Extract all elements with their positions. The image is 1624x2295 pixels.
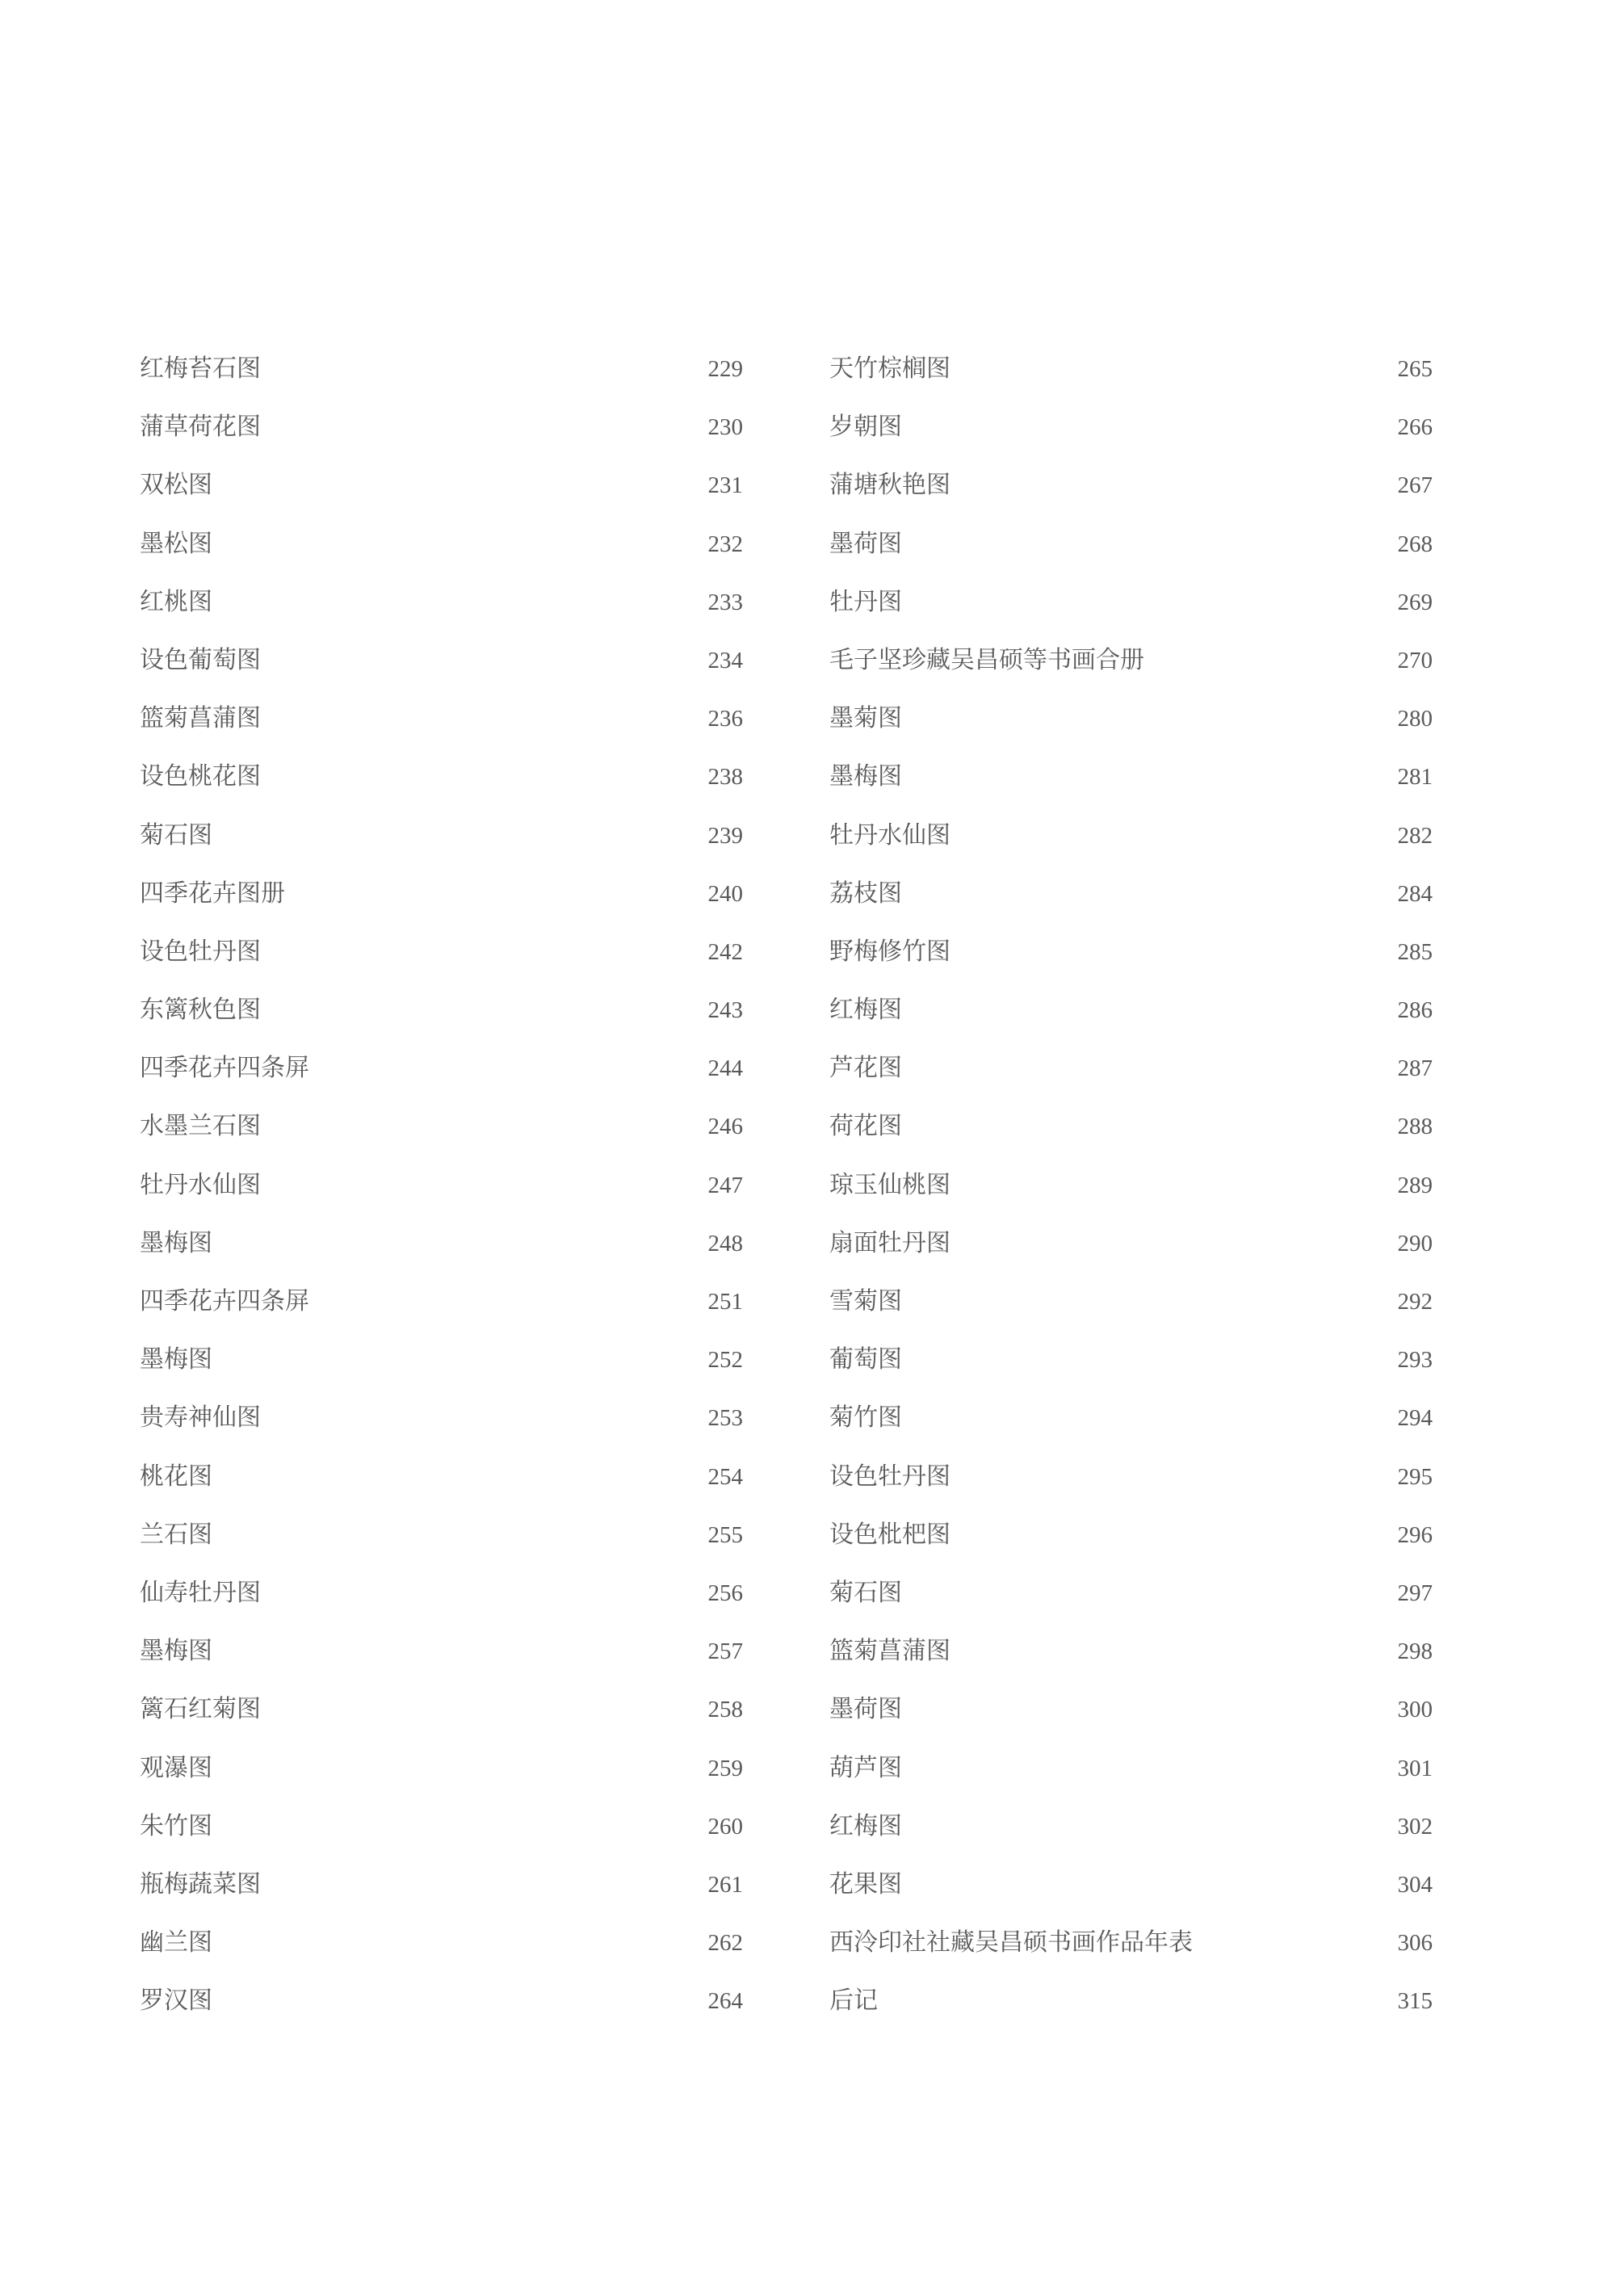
toc-entry[interactable] [140,813,743,871]
toc-entry-title: 罗汉图 [140,1987,212,2016]
toc-entry-title: 菊竹图 [829,1403,902,1433]
toc-entry-title: 朱竹图 [140,1811,212,1840]
toc-entry-page-number: 258 [707,1697,743,1723]
toc-entry-title: 菊石图 [140,820,212,850]
toc-entry-title: 荔枝图 [829,879,902,908]
toc-entry-title: 牡丹图 [829,587,902,616]
toc-entry-title: 瓶梅蔬菜图 [140,1869,261,1899]
toc-entry[interactable] [829,813,1433,871]
toc-entry[interactable] [140,1687,743,1745]
toc-entry[interactable] [140,1163,743,1221]
toc-entry-title: 红梅苔石图 [140,355,261,383]
toc-entry-page-number: 296 [1397,1521,1433,1548]
toc-entry-title: 牡丹水仙图 [140,1170,261,1199]
toc-entry[interactable] [140,346,743,405]
toc-entry-page-number: 254 [707,1463,743,1490]
toc-entry-title: 墨荷图 [829,1695,902,1724]
toc-entry[interactable] [140,754,743,812]
toc-entry-page-number: 281 [1397,764,1433,791]
toc-entry-title: 雪菊图 [829,1287,902,1315]
toc-entry[interactable] [829,1862,1433,1920]
toc-entry-page-number: 270 [1397,647,1433,673]
toc-entry-title: 红梅图 [829,996,902,1025]
toc-entry-title: 四季花卉图册 [140,879,285,908]
toc-entry-title: 篱石红菊图 [140,1695,261,1724]
toc-entry[interactable] [829,1163,1433,1221]
toc-entry-page-number: 306 [1397,1930,1433,1957]
toc-entry-title: 水墨兰石图 [140,1112,261,1141]
toc-entry-page-number: 238 [707,764,743,791]
toc-entry[interactable] [140,696,743,754]
toc-entry[interactable] [829,929,1433,988]
toc-entry[interactable] [829,1629,1433,1687]
toc-entry[interactable] [829,638,1433,696]
toc-entry-page-number: 233 [707,589,743,615]
toc-entry-title: 设色牡丹图 [829,1462,950,1491]
toc-entry-page-number: 285 [1397,938,1433,965]
toc-entry-page-number: 315 [1397,1988,1433,2015]
toc-entry-title: 毛子坚珍藏吴昌硕等书画合册 [829,645,1144,674]
toc-entry[interactable] [140,1513,743,1571]
toc-entry-page-number: 293 [1397,1347,1433,1374]
toc-entry[interactable] [829,1104,1433,1162]
toc-entry-page-number: 259 [707,1755,743,1781]
toc-entry[interactable] [140,522,743,580]
toc-entry-title: 仙寿牡丹图 [140,1578,261,1607]
toc-entry-page-number: 255 [707,1521,743,1548]
toc-entry-page-number: 236 [707,706,743,732]
toc-entry-page-number: 251 [707,1289,743,1315]
toc-entry-title: 桃花图 [140,1462,212,1491]
toc-entry-page-number: 265 [1397,356,1433,382]
toc-entry[interactable] [829,696,1433,754]
toc-entry[interactable] [829,1804,1433,1862]
toc-entry-title: 墨菊图 [829,704,902,733]
toc-entry-title: 后记 [829,1987,878,2016]
toc-entry-page-number: 232 [707,531,743,557]
toc-entry[interactable] [829,1687,1433,1745]
toc-entry-title: 琼玉仙桃图 [829,1170,950,1199]
toc-entry-title: 红梅图 [829,1811,902,1840]
toc-entry[interactable] [829,522,1433,580]
toc-entry-page-number: 253 [707,1405,743,1432]
toc-entry-page-number: 298 [1397,1638,1433,1665]
toc-column-left [140,346,743,2037]
toc-entry-page-number: 287 [1397,1055,1433,1082]
toc-entry[interactable] [829,1454,1433,1513]
toc-entry[interactable] [140,1920,743,1978]
toc-entry[interactable] [829,1920,1433,1978]
toc-entry[interactable] [140,1221,743,1279]
toc-entry[interactable] [829,405,1433,463]
toc-entry-page-number: 289 [1397,1172,1433,1198]
toc-entry-title: 荷花图 [829,1112,902,1141]
toc-entry[interactable] [140,1104,743,1162]
toc-entry-title: 野梅修竹图 [829,937,950,966]
toc-entry-page-number: 284 [1397,880,1433,907]
toc-entry-title: 墨梅图 [140,1637,212,1666]
toc-entry-page-number: 230 [707,414,743,441]
toc-entry[interactable] [140,1046,743,1104]
toc-entry[interactable] [140,1746,743,1804]
toc-entry-page-number: 264 [707,1988,743,2015]
toc-entry-title: 设色枇杷图 [829,1520,950,1549]
toc-entry-page-number: 295 [1397,1463,1433,1490]
toc-entry[interactable] [829,754,1433,812]
toc-entry-page-number: 246 [707,1114,743,1140]
toc-entry[interactable] [829,580,1433,638]
toc-entry[interactable] [140,1571,743,1629]
toc-entry-title: 红桃图 [140,587,212,616]
toc-entry-title: 墨荷图 [829,529,902,558]
toc-entry[interactable] [140,638,743,696]
toc-entry-page-number: 286 [1397,997,1433,1024]
toc-entry-title: 设色牡丹图 [140,937,261,966]
toc-entry[interactable] [829,1746,1433,1804]
toc-entry[interactable] [829,1571,1433,1629]
toc-entry-title: 贵寿神仙图 [140,1403,261,1433]
toc-entry-page-number: 282 [1397,822,1433,849]
toc-entry-page-number: 239 [707,822,743,849]
toc-entry[interactable] [140,929,743,988]
toc-entry-title: 花果图 [829,1869,902,1899]
toc-column-right [829,346,1433,2037]
toc-entry-title: 岁朝图 [829,413,902,442]
toc-entry-title: 扇面牡丹图 [829,1228,950,1257]
toc-entry-title: 葡萄图 [829,1345,902,1374]
toc-entry-page-number: 300 [1397,1697,1433,1723]
toc-entry-page-number: 288 [1397,1114,1433,1140]
toc-entry-title: 葫芦图 [829,1753,902,1782]
toc-entry[interactable] [140,1395,743,1454]
toc-entry-title: 墨梅图 [140,1345,212,1374]
toc-entry[interactable] [140,1978,743,2037]
toc-entry-title: 双松图 [140,471,212,500]
toc-entry-page-number: 229 [707,356,743,382]
toc-entry-title: 蒲塘秋艳图 [829,471,950,500]
toc-entry-page-number: 304 [1397,1871,1433,1898]
toc-entry[interactable] [829,463,1433,521]
toc-entry[interactable] [140,405,743,463]
toc-entry-page-number: 256 [707,1580,743,1606]
toc-entry-page-number: 257 [707,1638,743,1665]
toc-entry[interactable] [829,1046,1433,1104]
toc-entry[interactable] [140,463,743,521]
toc-entry[interactable] [140,1337,743,1395]
toc-entry-page-number: 247 [707,1172,743,1198]
toc-entry[interactable] [829,1279,1433,1337]
toc-entry-page-number: 243 [707,997,743,1024]
toc-entry-page-number: 244 [707,1055,743,1082]
toc-entry-page-number: 266 [1397,414,1433,441]
toc-entry[interactable] [829,1513,1433,1571]
toc-entry-title: 幽兰图 [140,1928,212,1957]
toc-entry[interactable] [140,871,743,929]
toc-entry-title: 四季花卉四条屏 [140,1287,309,1315]
toc-entry[interactable] [829,1337,1433,1395]
toc-entry[interactable] [140,1279,743,1337]
toc-entry-page-number: 280 [1397,706,1433,732]
toc-entry-page-number: 260 [707,1813,743,1840]
toc-entry-title: 西泠印社社藏吴昌硕书画作品年表 [829,1928,1193,1957]
toc-entry[interactable] [829,1978,1433,2037]
toc-entry-page-number: 234 [707,647,743,673]
toc-entry-title: 墨梅图 [829,762,902,791]
toc-entry-title: 篮菊菖蒲图 [140,704,261,733]
toc-entry-title: 东篱秋色图 [140,996,261,1025]
toc-entry-page-number: 290 [1397,1230,1433,1257]
toc-entry-title: 蒲草荷花图 [140,413,261,442]
toc-entry-page-number: 240 [707,880,743,907]
toc-entry-page-number: 252 [707,1347,743,1374]
toc-entry-page-number: 292 [1397,1289,1433,1315]
toc-entry-page-number: 269 [1397,589,1433,615]
toc-entry-page-number: 242 [707,938,743,965]
toc-entry-title: 牡丹水仙图 [829,820,950,850]
toc-entry-page-number: 268 [1397,531,1433,557]
toc-entry-page-number: 267 [1397,472,1433,499]
toc-entry[interactable] [140,1629,743,1687]
toc-entry-title: 四季花卉四条屏 [140,1054,309,1083]
toc-entry-title: 芦花图 [829,1054,902,1083]
toc-entry-page-number: 301 [1397,1755,1433,1781]
toc-entry-page-number: 297 [1397,1580,1433,1606]
toc-entry-page-number: 302 [1397,1813,1433,1840]
toc-entry[interactable] [140,1804,743,1862]
toc-entry-title: 墨松图 [140,529,212,558]
toc-entry[interactable] [140,988,743,1046]
toc-entry-title: 篮菊菖蒲图 [829,1637,950,1666]
toc-entry-page-number: 231 [707,472,743,499]
toc-entry[interactable] [829,346,1433,405]
toc-entry[interactable] [829,1221,1433,1279]
toc-entry[interactable] [829,871,1433,929]
toc-entry-title: 设色桃花图 [140,762,261,791]
toc-entry-title: 墨梅图 [140,1228,212,1257]
toc-entry-title: 天竹棕榈图 [829,355,950,383]
toc-entry-page-number: 248 [707,1230,743,1257]
toc-entry-title: 观瀑图 [140,1753,212,1782]
toc-entry-title: 兰石图 [140,1520,212,1549]
toc-entry[interactable] [140,1862,743,1920]
toc-entry[interactable] [140,580,743,638]
toc-entry-page-number: 294 [1397,1405,1433,1432]
toc-entry[interactable] [140,1454,743,1513]
toc-entry[interactable] [829,988,1433,1046]
toc-entry-title: 设色葡萄图 [140,645,261,674]
toc-entry-title: 菊石图 [829,1578,902,1607]
toc-entry-page-number: 261 [707,1871,743,1898]
toc-entry-page-number: 262 [707,1930,743,1957]
toc-entry[interactable] [829,1395,1433,1454]
